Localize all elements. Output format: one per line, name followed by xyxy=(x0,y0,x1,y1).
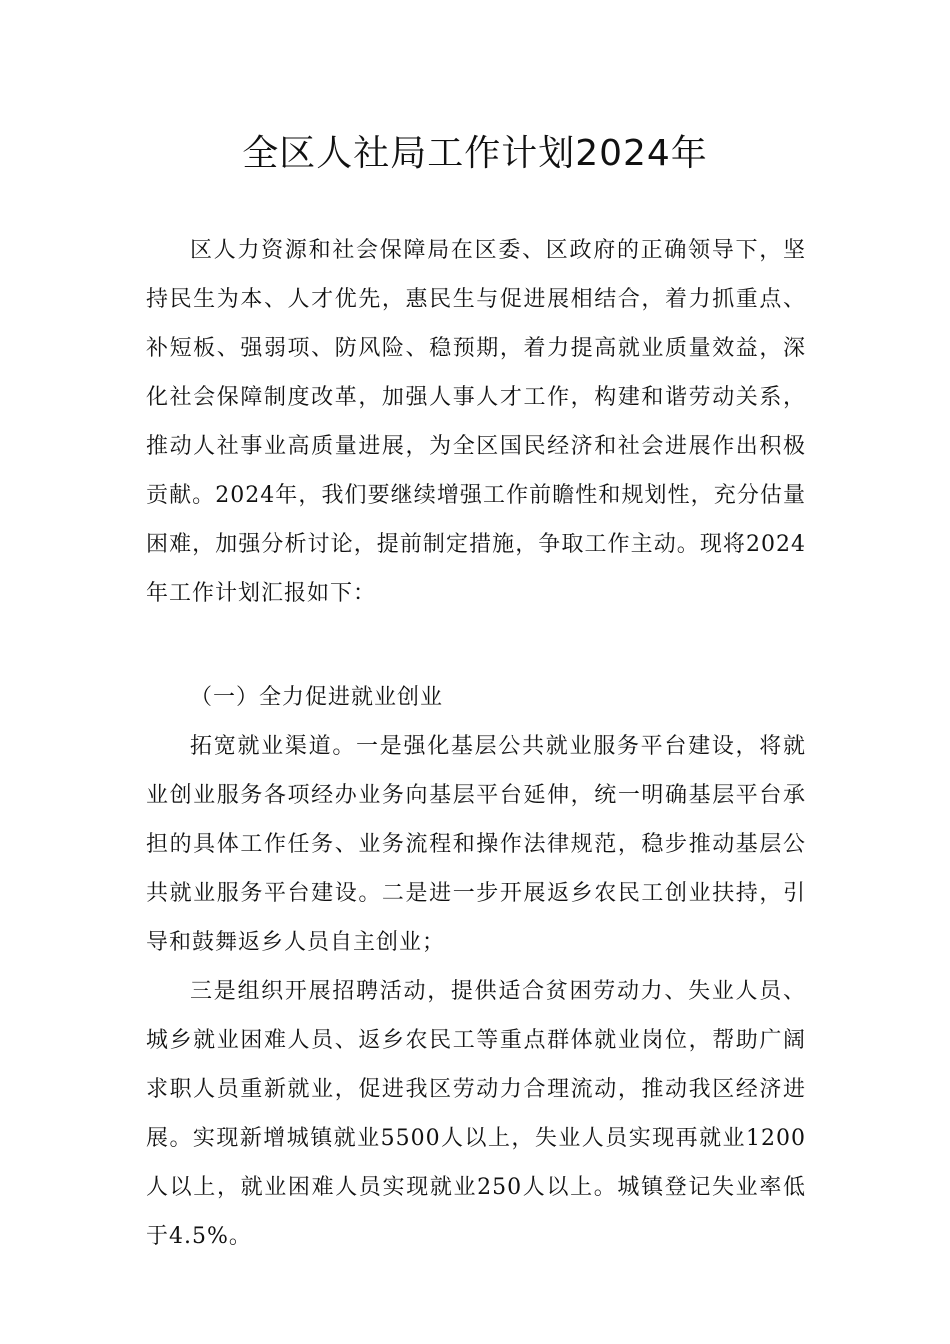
section-1-paragraph-2: 三是组织开展招聘活动，提供适合贫困劳动力、失业人员、城乡就业困难人员、返乡农民工等重点群体就业岗位，帮助广阔求职人员重新就业，促进我区劳动力合理流动，推动我区经济进展。实现新增城镇就业5500人以上，失业人员实现再就业1200人以上，就业困难人员实现就业250人以上。城镇登记失业率低于4.5%。 xyxy=(146,979,806,1249)
section-1-block xyxy=(146,673,806,1261)
intro-block xyxy=(146,226,806,618)
section-1-heading: （一）全力促进就业创业 xyxy=(190,685,444,710)
intro-paragraph: 区人力资源和社会保障局在区委、区政府的正确领导下，坚持民生为本、人才优先，惠民生与促进展相结合，着力抓重点、补短板、强弱项、防风险、稳预期，着力提高就业质量效益，深化社会保障制度改革，加强人事人才工作，构建和谐劳动关系，推动人社事业高质量进展，为全区国民经济和社会进展作出积极贡献。2024年，我们要继续增强工作前瞻性和规划性，充分估量困难，加强分析讨论，提前制定措施，争取工作主动。现将2024年工作计划汇报如下： xyxy=(146,238,806,606)
document-title: 全区人社局工作计划2024年 xyxy=(242,133,708,174)
section-1-paragraph-1: 拓宽就业渠道。一是强化基层公共就业服务平台建设，将就业创业服务各项经办业务向基层平台延伸，统一明确基层平台承担的具体工作任务、业务流程和操作法律规范，稳步推动基层公共就业服务平台建设。二是进一步开展返乡农民工创业扶持，引导和鼓舞返乡人员自主创业； xyxy=(146,734,806,955)
